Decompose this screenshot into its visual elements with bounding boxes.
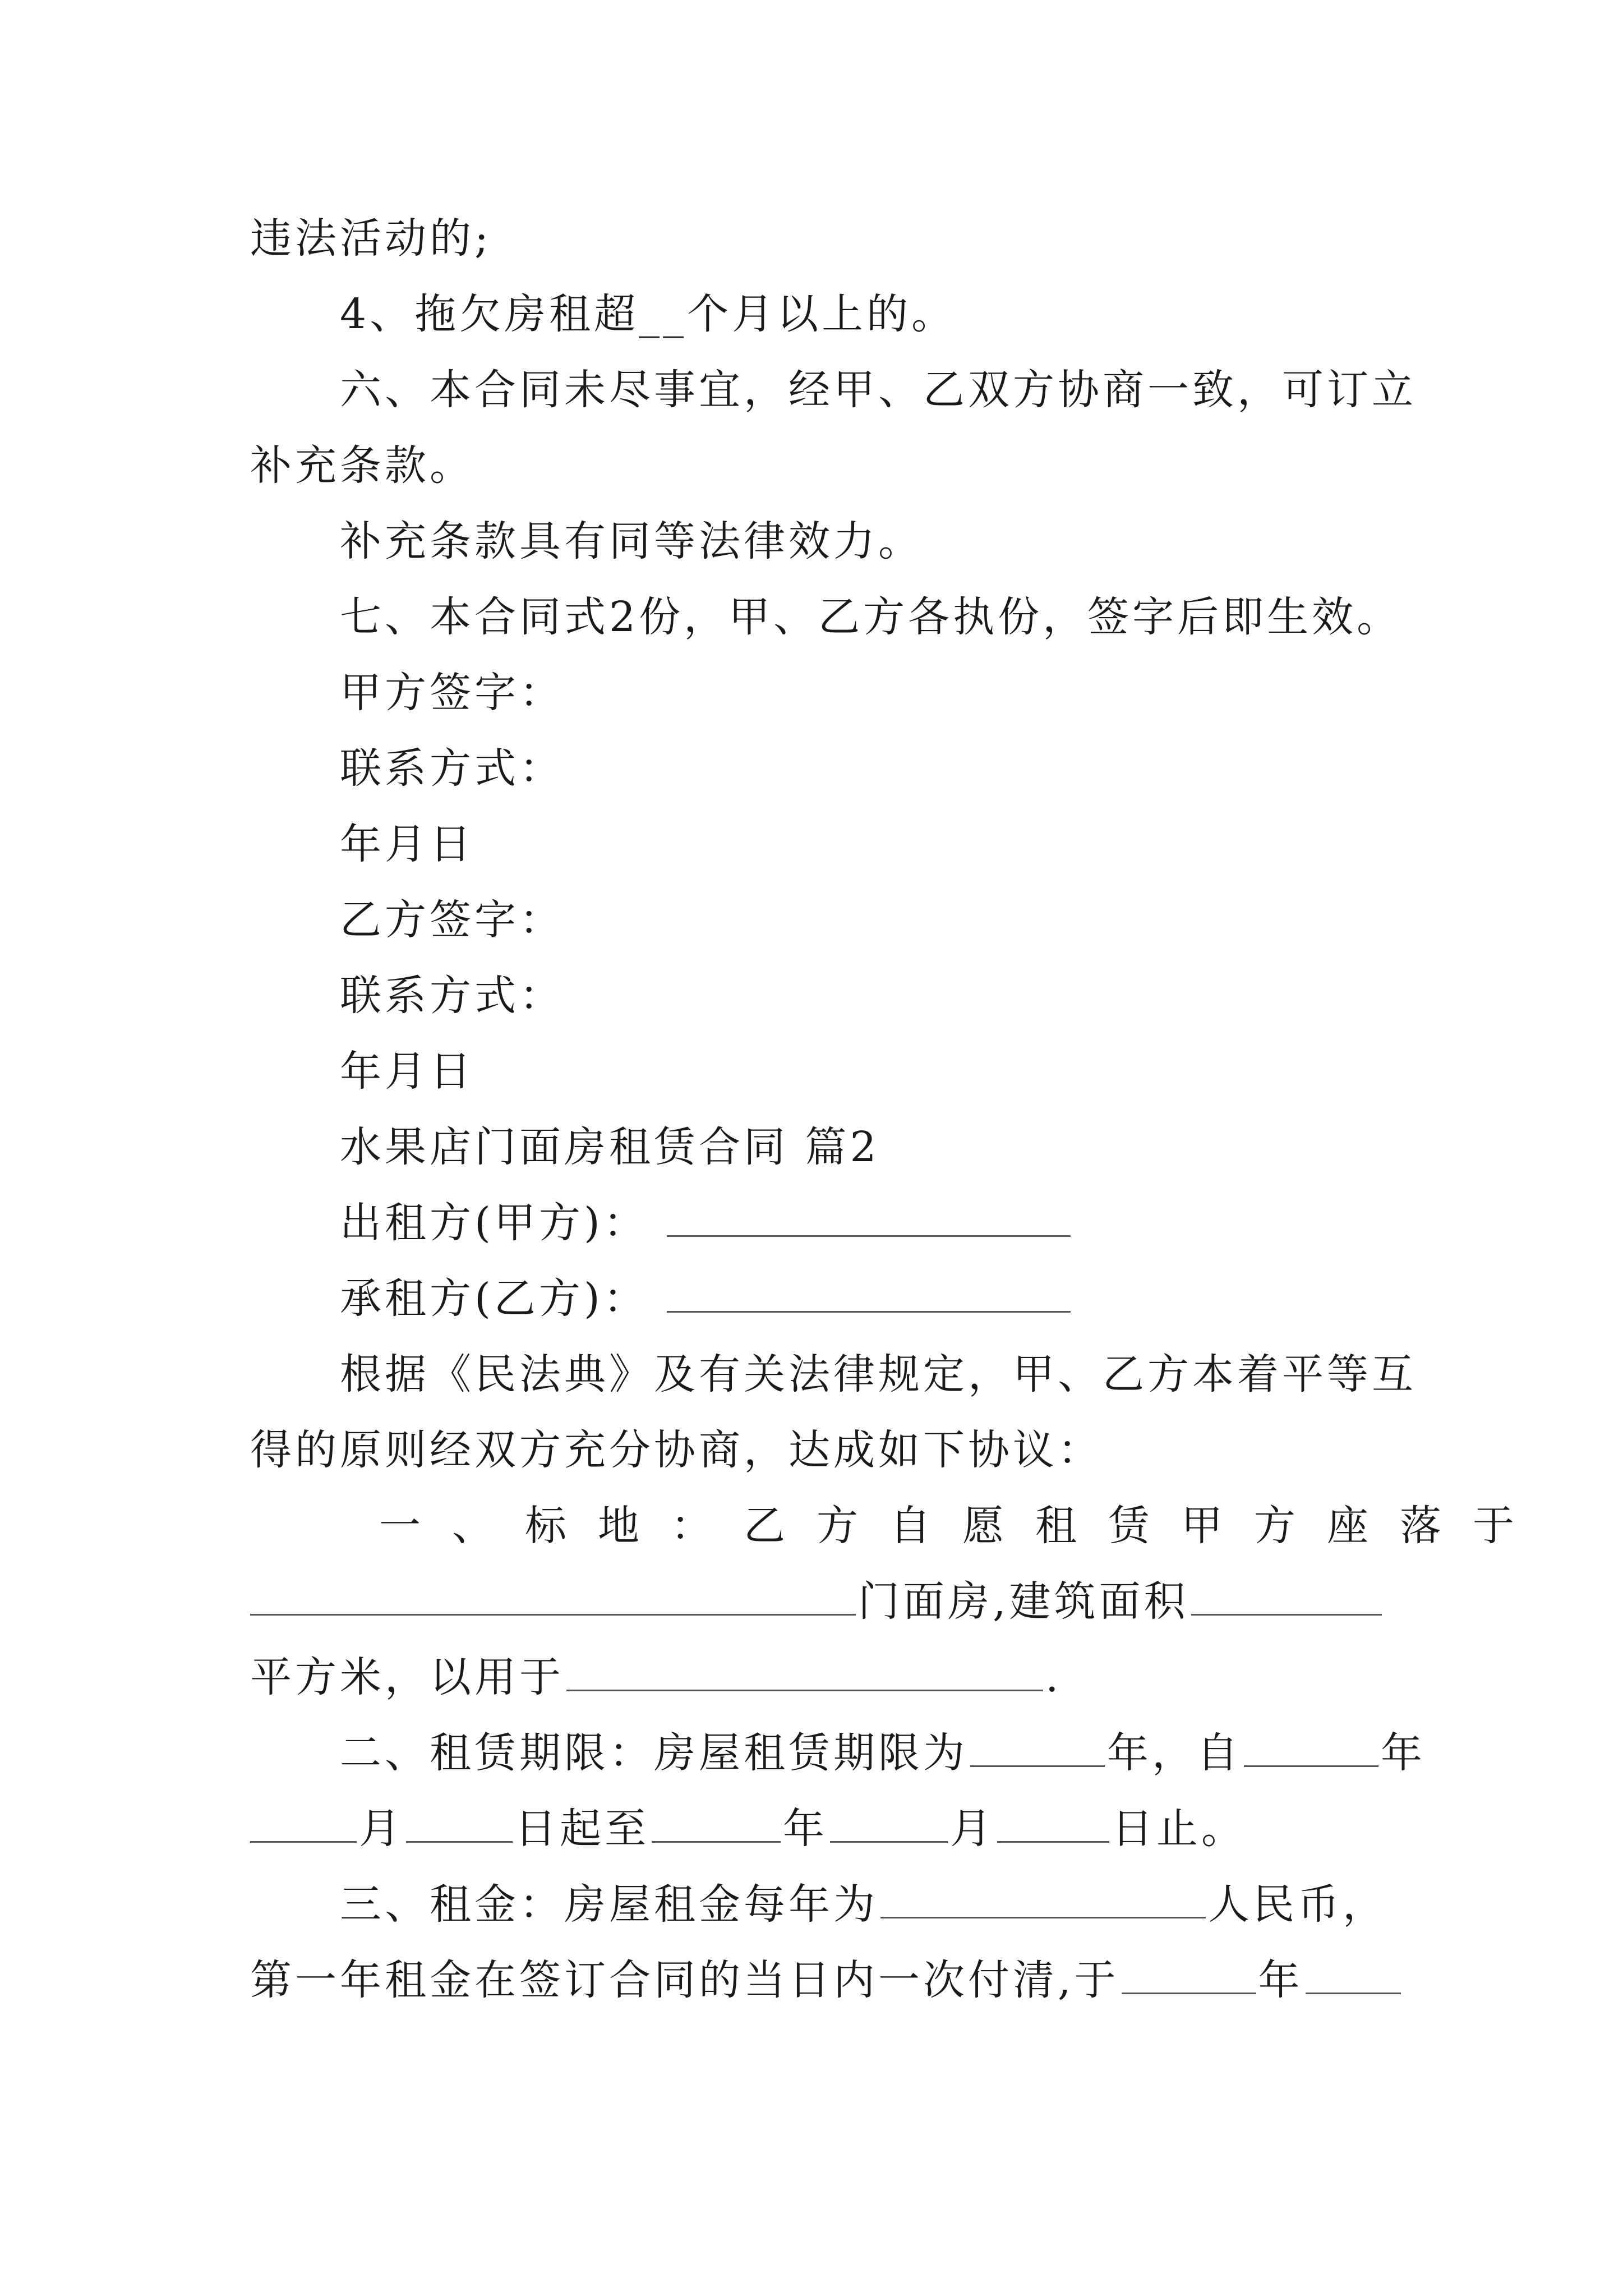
blank-underline [1122,1960,1256,1994]
line-text: 年 [1381,1729,1426,1777]
blank-underline [250,1809,357,1843]
text-line [340,1728,1623,1778]
text-line [340,1879,1623,1930]
text-line [340,365,1623,415]
text-line [340,668,1623,718]
line-text: 二、租赁期限：房屋租赁期限为 [340,1729,968,1777]
line-text: 年 [783,1805,828,1853]
line-text: 日起至 [515,1805,649,1853]
lessee-line [340,1273,1623,1324]
line-text: 得的原则经双方充分协商，达成如下协议： [250,1426,1103,1474]
line-text: 根据《民法典》及有关法律规定，甲、乙方本着平等互 [340,1350,1417,1398]
text-line [340,1046,1623,1097]
blank-underline [250,1581,856,1616]
blank-underline [1191,1581,1382,1616]
text-line [379,1501,1623,1551]
blank-underline [997,1809,1109,1843]
line-text: 联系方式： [340,744,564,793]
line-text: 门面房,建筑面积 [858,1577,1189,1626]
blank-underline [880,1884,1206,1918]
text-line [340,743,1623,794]
blank-underline [667,1203,1071,1237]
line-text: 第一年租金在签订合同的当日内一次付清,于 [250,1956,1119,2004]
blank-underline [406,1809,513,1843]
line-text: 水果店门面房租赁合同 篇2 [340,1123,880,1171]
line-text: 承租方(乙方)： [340,1274,648,1323]
text-line [340,592,1623,642]
text-line [340,1349,1623,1400]
text-line [340,895,1623,945]
text-line [340,970,1623,1021]
line-text: 补充条款。 [250,441,474,490]
text-line [250,1803,1623,1854]
line-text: 三、租金：房屋租金每年为 [340,1880,878,1929]
text-line [250,440,1623,491]
blank-underline [970,1733,1105,1767]
line-text: 年，自 [1107,1729,1242,1777]
blank-underline [1306,1960,1401,1994]
blank-underline [652,1809,781,1843]
text-line [340,289,1623,339]
blank-underline [830,1809,948,1843]
line-text: 年月日 [340,1047,474,1096]
line-text: 出租方(甲方)： [340,1199,648,1247]
section-heading [340,1122,1623,1172]
text-line [250,213,1623,264]
text-line [250,1955,1623,2005]
line-text: 人民币， [1208,1880,1387,1929]
line-text: 乙方签字： [340,896,564,944]
line-text: 一、标地：乙方自愿租赁甲方座落于 [379,1502,1546,1550]
line-text: 年月日 [340,820,474,868]
line-text: 月 [359,1805,404,1853]
text-line [340,819,1623,869]
text-line [340,516,1623,567]
line-text: 七、本合同式2份，甲、乙方各执份，签字后即生效。 [340,593,1402,641]
blank-underline [1244,1733,1378,1767]
blank-underline [566,1657,1043,1691]
line-text: . [1045,1653,1062,1701]
line-text: 联系方式： [340,972,564,1020]
lessor-line [340,1198,1623,1248]
text-line [250,1425,1623,1475]
line-text: 年 [1258,1956,1303,2004]
line-text: 六、本合同未尽事宜，经甲、乙双方协商一致，可订立 [340,366,1417,414]
line-text: 补充条款具有同等法律效力。 [340,517,923,565]
line-text: 违法活动的; [250,214,492,263]
line-text: 4、拖欠房租超__个月以上的。 [340,290,957,338]
blank-underline [667,1278,1071,1313]
line-text: 月 [950,1805,995,1853]
line-text: 平方米，以用于 [250,1653,564,1701]
line-text: 日止。 [1112,1805,1246,1853]
text-line [250,1652,1623,1703]
text-line [250,1576,1623,1627]
line-text: 甲方签字： [340,669,564,717]
